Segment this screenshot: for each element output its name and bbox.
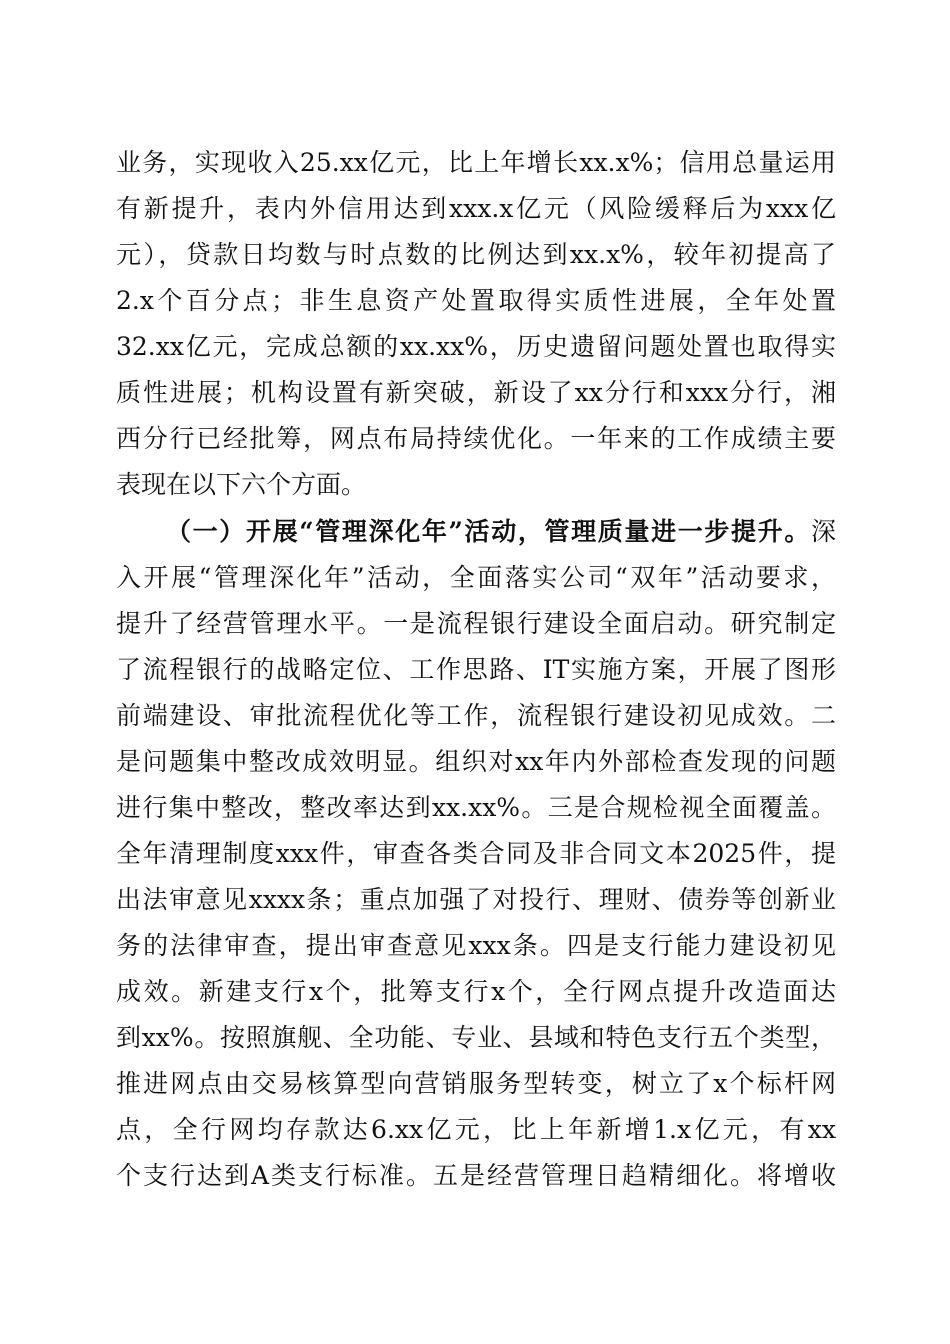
paragraph-line: 全年清理制度xxx件，审查各类合同及非合同文本2025件，提 bbox=[116, 839, 836, 868]
paragraph-line: 提升了经营管理水平。一是流程银行建设全面启动。研究制定 bbox=[116, 609, 836, 638]
paragraph-line: 是问题集中整改成效明显。组织对xx年内外部检查发现的问题 bbox=[116, 747, 836, 776]
paragraph-line: 西分行已经批筹，网点布局持续优化。一年来的工作成绩主要 bbox=[116, 424, 836, 453]
paragraph-line: 出法审意见xxxx条；重点加强了对投行、理财、债券等创新业 bbox=[116, 885, 836, 914]
paragraph-line: 表现在以下六个方面。 bbox=[116, 470, 367, 499]
paragraph-line: 进行集中整改，整改率达到xx.xx%。三是合规检视全面覆盖。 bbox=[116, 793, 836, 822]
paragraph-line: 推进网点由交易核算型向营销服务型转变，树立了x个标杆网 bbox=[116, 1069, 836, 1098]
paragraph-line: 了流程银行的战略定位、工作思路、IT实施方案，开展了图形 bbox=[116, 655, 836, 684]
paragraph-line: 前端建设、审批流程优化等工作，流程银行建设初见成效。二 bbox=[116, 701, 836, 730]
paragraph-line: 32.xx亿元，完成总额的xx.xx%，历史遗留问题处置也取得实 bbox=[116, 332, 836, 361]
paragraph-line: 质性进展；机构设置有新突破，新设了xx分行和xxx分行，湘 bbox=[116, 378, 836, 407]
paragraph-line: 入开展“管理深化年”活动，全面落实公司“双年”活动要求， bbox=[116, 563, 836, 592]
section-heading-line bbox=[166, 512, 836, 552]
paragraph-line: 有新提升，表内外信用达到xxx.x亿元（风险缓释后为xxx亿 bbox=[116, 194, 836, 223]
paragraph-line: 点，全行网均存款达6.xx亿元，比上年新增1.x亿元，有xx bbox=[116, 1115, 836, 1144]
section-heading: （一）开展“管理深化年”活动，管理质量进一步提升。 bbox=[166, 517, 811, 546]
paragraph-line: 务的法律审查，提出审查意见xxx条。四是支行能力建设初见 bbox=[116, 931, 836, 960]
paragraph-line: 元），贷款日均数与时点数的比例达到xx.x%，较年初提高了 bbox=[116, 240, 836, 269]
paragraph-line: 成效。新建支行x个，批筹支行x个，全行网点提升改造面达 bbox=[116, 977, 836, 1006]
section-heading-rest: 深 bbox=[810, 517, 836, 546]
paragraph-line: 个支行达到A类支行标准。五是经营管理日趋精细化。将增收 bbox=[116, 1161, 836, 1190]
paragraph-line: 到xx%。按照旗舰、全功能、专业、县域和特色支行五个类型， bbox=[116, 1023, 836, 1052]
paragraph-line: 业务，实现收入25.xx亿元，比上年增长xx.x%；信用总量运用 bbox=[116, 148, 836, 177]
paragraph-line: 2.x个百分点；非生息资产处置取得实质性进展，全年处置 bbox=[116, 286, 836, 315]
